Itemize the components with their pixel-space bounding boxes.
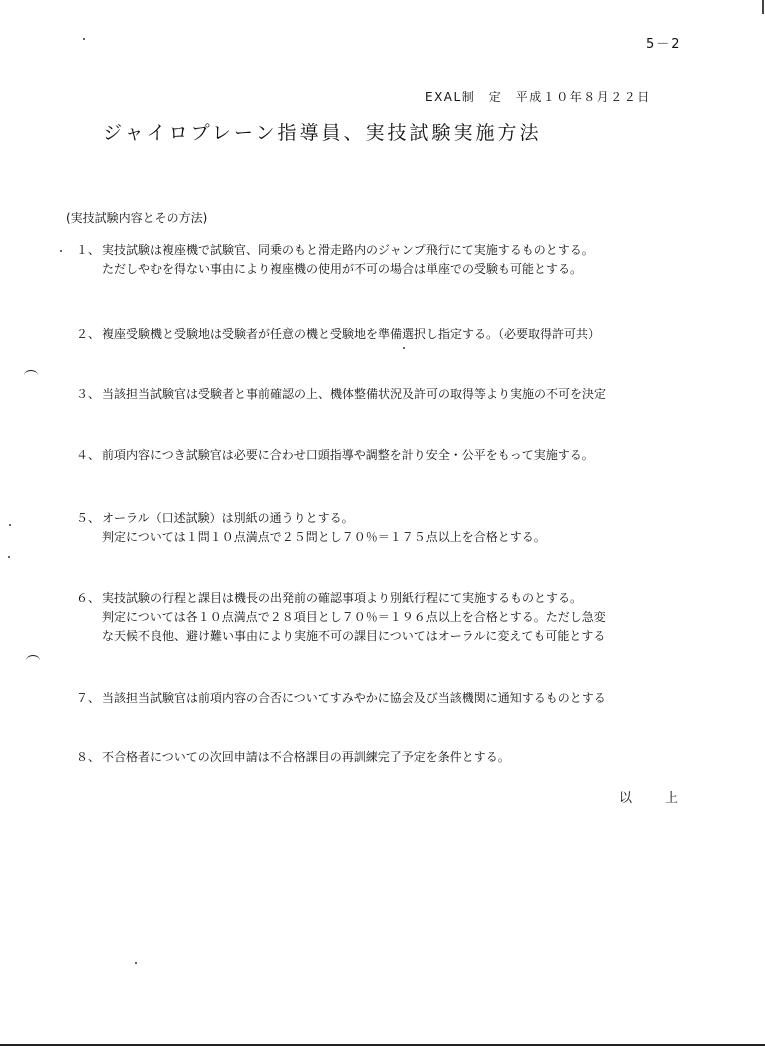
item-number: ８、: [76, 750, 101, 764]
scan-speck: [8, 556, 10, 558]
item-number: ２、: [76, 327, 101, 341]
section-heading: (実技試験内容とその方法): [66, 211, 208, 225]
item-text-line: 実技試験の行程と課目は機長の出発前の確認事項より別紙行程にて実施するものとする。: [102, 591, 583, 605]
item-text-line: 当該担当試験官は前項内容の合否についてすみやかに協会及び当該機関に通知するものとする: [102, 691, 606, 705]
scan-speck: [60, 250, 62, 252]
item-number: １、: [76, 243, 101, 257]
scan-mark-arc: [24, 370, 38, 381]
item-text-line: 不合格者についての次回申請は不合格課目の再訓練完了予定を条件とする。: [102, 750, 510, 764]
item-text-line: 当該担当試験官は受験者と事前確認の上、機体整備状況及許可の取得等より実施の不可を決定: [102, 387, 607, 401]
page-number: 5－2: [646, 37, 682, 52]
item-text-line: 判定については各１０点満点で２８項目とし７０％＝１９６点以上を合格とする。ただし急変: [102, 610, 606, 624]
scan-speck: [403, 347, 405, 349]
scan-mark-arc: [26, 655, 40, 666]
closing-mark: 以 上: [619, 791, 689, 806]
item-text-line: な天候不良他、避け難い事由により実施不可の課目についてはオーラルに変えても可能とする: [102, 629, 606, 643]
scan-speck: [83, 38, 85, 40]
item-text-line: 前項内容につき試験官は必要に合わせ口頭指導や調整を計り安全・公平をもって実施する。: [102, 448, 594, 462]
item-text-line: 判定については１問１０点満点で２５問とし７０％＝１７５点以上を合格とする。: [102, 530, 546, 544]
item-text-line: 実技試験は複座機で試験官、同乗のもと滑走路内のジャンプ飛行にて実施するものとする。: [102, 243, 594, 257]
item-number: ５、: [76, 511, 101, 525]
scan-speck: [9, 524, 11, 526]
document-title: ジャイロプレーン指導員、実技試験実施方法: [103, 122, 542, 144]
item-text-line: 複座受験機と受験地は受験者が任意の機と受験地を準備選択し指定する。（必要取得許可共）: [102, 327, 601, 341]
item-number: ６、: [76, 591, 101, 605]
item-text-line: オーラル（口述試験）は別紙の通うりとする。: [102, 511, 354, 525]
item-number: ７、: [76, 691, 101, 705]
scan-speck: [135, 962, 137, 964]
item-number: ４、: [76, 448, 101, 462]
item-text-line: ただしやむを得ない事由により複座機の使用が不可の場合は単座での受験も可能とする。: [102, 262, 583, 276]
item-number: ３、: [76, 387, 101, 401]
scan-bottom-border: [0, 1044, 765, 1046]
enactment-date: EXAL制 定 平成１０年８月２２日: [425, 90, 651, 104]
scan-edge-mark: [762, 0, 764, 14]
